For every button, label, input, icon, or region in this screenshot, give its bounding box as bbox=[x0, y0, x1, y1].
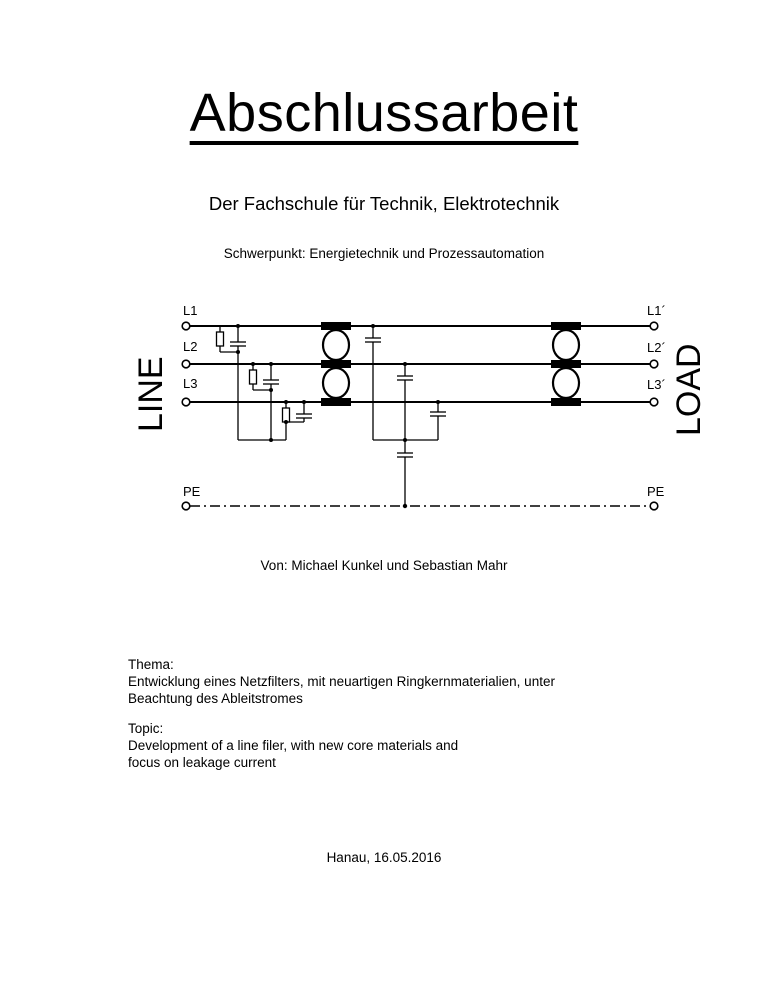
topic-line-1: Development of a line filer, with new core materials and bbox=[128, 738, 459, 753]
document-subtitle: Der Fachschule für Technik, Elektrotechnik bbox=[208, 193, 560, 214]
thema-line-2: Beachtung des Ableitstromes bbox=[128, 691, 303, 706]
terminal-label-l2: L2 bbox=[183, 339, 198, 354]
thema-line-1: Entwicklung eines Netzfilters, mit neuartigen Ringkernmaterialien, unter bbox=[128, 674, 555, 689]
load-side-label: LOAD bbox=[670, 343, 708, 436]
date-line: Hanau, 16.05.2016 bbox=[326, 850, 442, 865]
thema-heading: Thema: bbox=[128, 657, 174, 672]
line-side-label: LINE bbox=[132, 356, 170, 432]
focus-line: Schwerpunkt: Energietechnik und Prozessautomation bbox=[223, 246, 545, 261]
document-title: Abschlussarbeit bbox=[189, 83, 579, 143]
terminal-circles bbox=[182, 322, 658, 510]
rc-stage-l1 bbox=[217, 324, 247, 440]
terminal-label-l1: L1 bbox=[183, 303, 198, 318]
terminal-label-pe: PE bbox=[183, 484, 201, 499]
topic-section bbox=[128, 720, 458, 771]
y-capacitor-network bbox=[365, 324, 446, 508]
terminal-label-pe-out: PE bbox=[647, 484, 665, 499]
terminal-label-l2-out: L2´ bbox=[647, 340, 666, 355]
terminal-label-l3-out: L3´ bbox=[647, 377, 666, 392]
terminal-label-l3: L3 bbox=[183, 376, 198, 391]
topic-heading: Topic: bbox=[128, 721, 164, 736]
choke-2 bbox=[551, 322, 581, 406]
topic-line-2: focus on leakage current bbox=[128, 755, 276, 770]
rc-stage-l3 bbox=[283, 400, 313, 440]
thema-section bbox=[128, 656, 555, 707]
terminal-label-l1-out: L1´ bbox=[647, 303, 666, 318]
choke-1 bbox=[321, 322, 351, 406]
authors-line: Von: Michael Kunkel und Sebastian Mahr bbox=[260, 558, 508, 573]
line-filter-schematic bbox=[128, 296, 718, 518]
